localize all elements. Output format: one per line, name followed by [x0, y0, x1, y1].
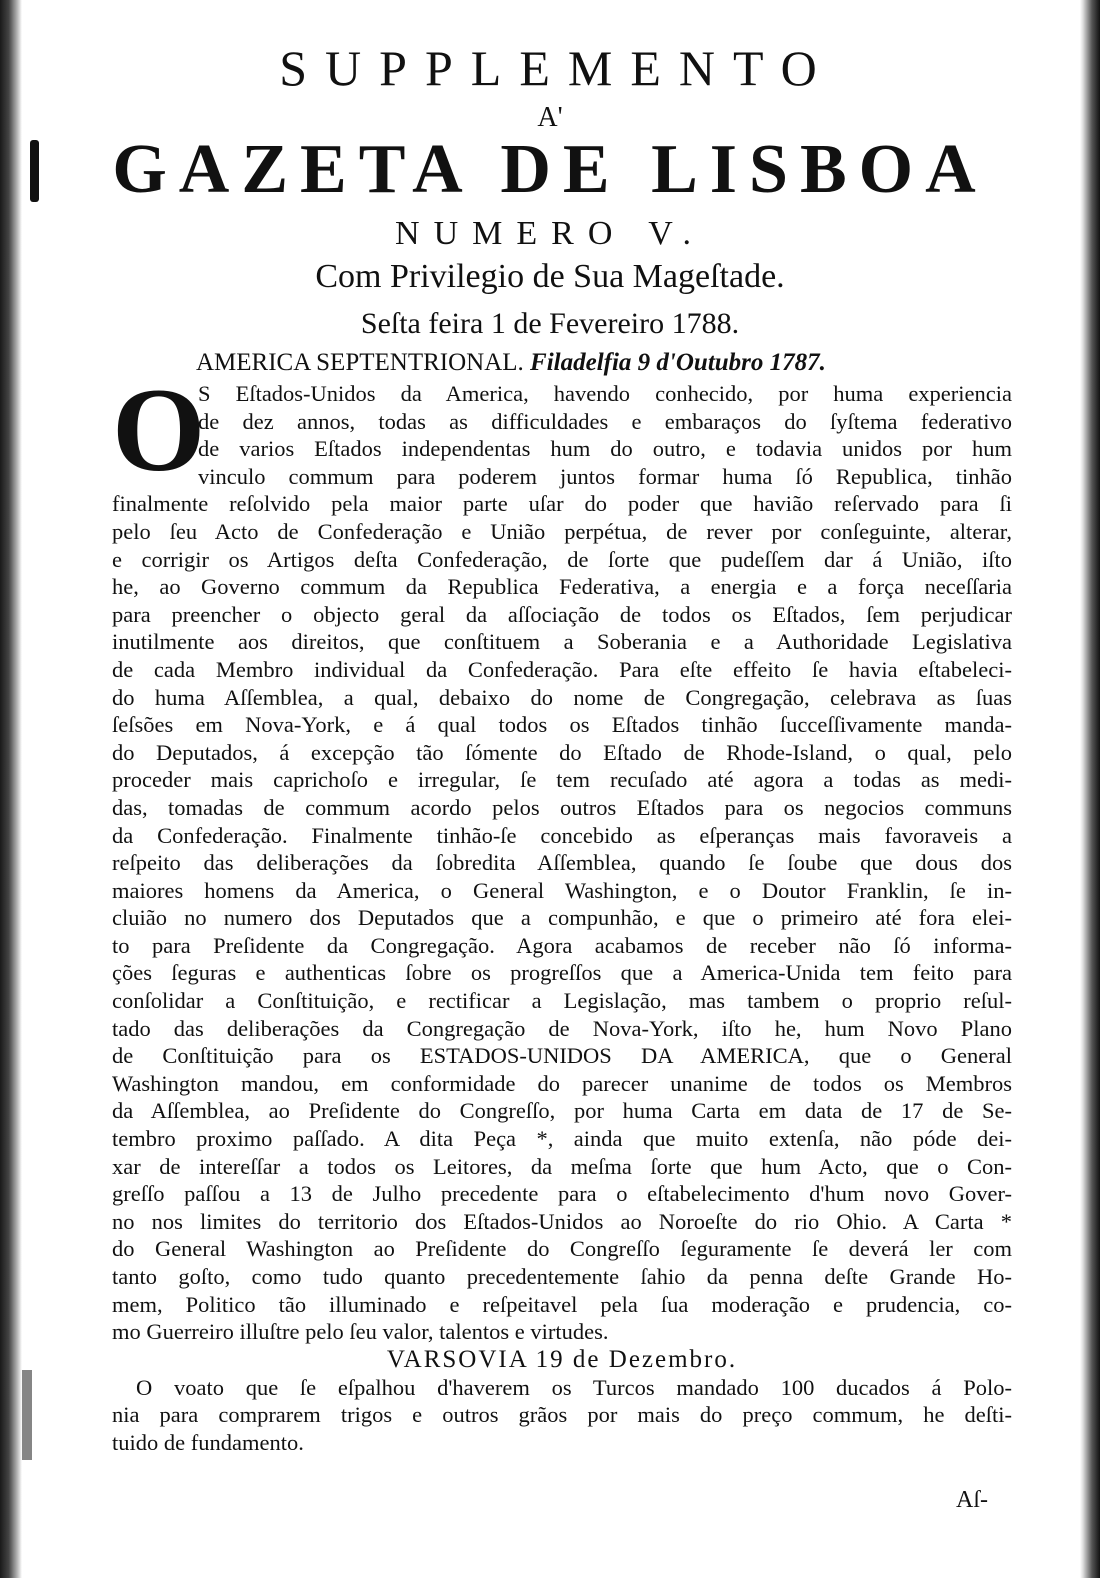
article-line: inutilmente aos direitos, que conſtituem a Soberania e a Authoridade Legislativa [112, 629, 1012, 655]
article-line: das, tomadas de commum acordo pelos outros Eſtados para os negocios communs [112, 794, 1012, 820]
supplemento-title: SUPPLEMENTO [279, 40, 835, 96]
article-line: de cada Membro individual da Confederação. Para eſte effeito ſe havia eſtabeleci- [112, 656, 1012, 682]
article-line: ções ſeguras e authenticas ſobre os progreſſos que a America-Unida tem feito para [112, 960, 1012, 986]
article-line: do huma Aſſemblea, a qual, debaixo do nome de Congregação, celebrava as ſuas [112, 684, 1012, 710]
article-line: xar de intereſſar a todos os Leitores, da meſma ſorte que hum Acto, que o Con- [112, 1153, 1012, 1179]
article-line: do Deputados, á excepção tão ſómente do Eſtado de Rhode-Island, o qual, pelo [112, 739, 1012, 765]
varsovia-section [112, 1346, 1012, 1456]
article-line: to para Preſidente da Congregação. Agora acabamos de receber não ſó informa- [112, 932, 1012, 958]
article-line: tado das deliberações da Congregação de Nova-York, iſto he, hum Novo Plano [112, 1015, 1012, 1041]
varsovia-title: VARSOVIA 19 de Dezembro. [386, 1346, 738, 1373]
article-line: finalmente reſolvido pela maior parte uſar do poder que havião reſervado para ſi [112, 491, 1012, 517]
ink-stain [22, 1370, 32, 1460]
article-line: cluião no numero dos Deputados que a compunhão, e que o primeiro até fora elei- [112, 905, 1012, 931]
article-line: do General Washington ao Preſidente do Congreſſo ſeguramente ſe deverá ler com [112, 1236, 1012, 1262]
article-body [112, 380, 1012, 1346]
article-line: tembro proximo paſſado. A dita Peça *, ainda que muito extenſa, não póde dei- [112, 1126, 1012, 1152]
article-line: de Conſtituição para os ESTADOS-UNIDOS DA AMERICA, que o General [112, 1043, 1012, 1069]
a-line: A' [537, 102, 563, 133]
varsovia-line: tuido de fundamento. [112, 1429, 304, 1455]
page-binding-shadow-right [1080, 0, 1100, 1578]
dateline-place-date: Filadelfia 9 d'Outubro 1787. [530, 349, 826, 376]
article-line: S Eſtados-Unidos da America, havendo conhecido, por huma experiencia [198, 381, 1012, 406]
article-line: e corrigir os Artigos deſta Confederação, de ſorte que pudeſſem dar á União, iſto [112, 546, 1012, 572]
gazeta-title: GAZETA DE LISBOA [112, 131, 988, 208]
article-line: greſſo paſſou a 13 de Julho precedente para o eſtabelecimento d'hum novo Gover- [112, 1181, 1012, 1207]
article-line: vinculo commum para poderem juntos formar huma ſó Republica, tinhão [198, 463, 1012, 489]
issue-date: Seſta feira 1 de Fevereiro 1788. [360, 307, 740, 340]
article-line: no nos limites do territorio dos Eſtados-Unidos ao Noroeſte do rio Ohio. A Carta * [112, 1208, 1012, 1234]
article-line: de dez annos, todas as difficuldades e embaraços do ſyſtema federativo [198, 408, 1012, 434]
article-line: ſeſsões em Nova-York, e á qual todos os Eſtados tinhão ſucceſſivamente manda- [112, 712, 1012, 738]
article-line: he, ao Governo commum da Republica Federativa, a energia e a força neceſſaria [112, 574, 1012, 600]
privilege-line: Com Privilegio de Sua Mageſtade. [315, 258, 785, 295]
article-line: para preencher o objecto geral da aſſociação de todos os Eſtados, ſem perjudicar [112, 601, 1012, 627]
page-binding-shadow-left [0, 0, 22, 1578]
varsovia-line: nia para comprarem trigos e outros grãos por mais do preço commum, he deſti- [112, 1402, 1012, 1428]
ink-mark [30, 140, 39, 202]
dateline-region: AMERICA SEPTENTRIONAL. [196, 349, 524, 376]
issue-number: NUMERO V. [395, 215, 705, 252]
varsovia-line: O voato que ſe eſpalhou d'haverem os Turcos mandado 100 ducados á Polo- [136, 1374, 1012, 1400]
article-line: mem, Politico tão illuminado e reſpeitavel pela ſua moderação e prudencia, co- [112, 1291, 1012, 1317]
article-dateline [196, 348, 826, 378]
varsovia-body [112, 1374, 1012, 1457]
article-line: maiores homens da America, o General Washington, e o Doutor Franklin, ſe in- [112, 877, 1012, 903]
article-line: mo Guerreiro illuſtre pelo ſeu valor, talentos e virtudes. [112, 1319, 609, 1345]
article-line: pelo ſeu Acto de Confederação e União perpétua, de rever por conſeguinte, alterar, [112, 518, 1012, 544]
article-line: conſolidar a Conſtituição, e rectificar a Legislação, mas tambem o proprio reſul- [112, 988, 1012, 1014]
article-line: da Aſſemblea, ao Preſidente do Congreſſo, por huma Carta em data de 17 de Se- [112, 1098, 1012, 1124]
article-line: da Confederação. Finalmente tinhão-ſe concebido as eſperanças mais favoraveis a [112, 822, 1012, 848]
drop-cap: O [112, 363, 206, 496]
article-line: proceder mais caprichoſo e irregular, ſe tem recuſado até agora a todas as medi- [112, 767, 1012, 793]
article-line: tanto goſto, como tudo quanto precedentemente ſahio da penna deſte Grande Ho- [112, 1264, 1012, 1289]
article-line: de varios Eſtados independentas hum do outro, e todavia unidos por hum [198, 436, 1012, 462]
masthead [60, 40, 1040, 344]
article-line: Washington mandou, em conformidade do parecer unanime de todos os Membros [112, 1070, 1012, 1096]
article-line: reſpeito das deliberações da ſobredita Aſſemblea, quando ſe ſoube que dous dos [112, 850, 1012, 876]
catchword: Aſ- [956, 1487, 988, 1513]
